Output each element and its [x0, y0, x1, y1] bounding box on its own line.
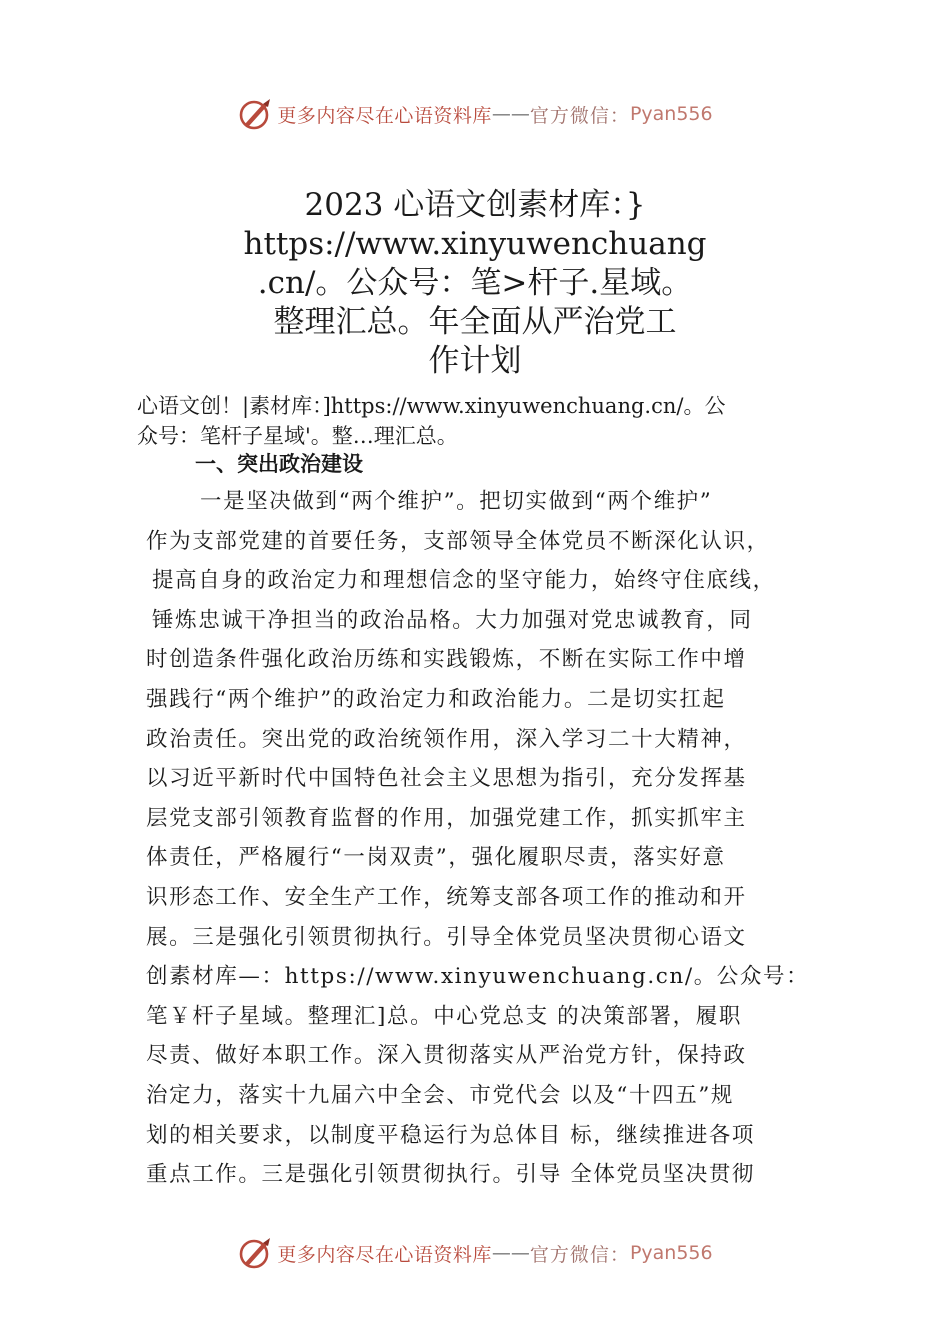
body-line: 笔￥杆子星域。整理汇]总。中心党总支 的决策部署，履职: [146, 1003, 742, 1029]
body-line: 提高自身的政治定力和理想信念的坚守能力，始终守住底线，: [152, 568, 776, 594]
banner-wechat-label: 官方微信：: [529, 104, 630, 127]
source-note-line: 众号：笔杆子星域'。整…理汇总。: [137, 424, 458, 448]
title-line: https://www.xinyuwenchuang: [243, 226, 707, 262]
banner-text: 更多内容尽在心语资料库: [277, 104, 492, 127]
body-text: [146, 482, 846, 1195]
body-line: 以习近平新时代中国特色社会主义思想为指引，充分发挥基: [146, 766, 747, 792]
banner-wechat-id: Pyan556: [629, 103, 713, 125]
body-line: 作为支部党建的首要任务，支部领导全体党员不断深化认识，: [146, 528, 770, 554]
title-line: 2023 心语文创素材库：}: [304, 187, 646, 223]
body-line: 一是坚决做到“两个维护”。把切实做到“两个维护”: [200, 489, 713, 514]
document-title: [160, 186, 790, 381]
banner-dash: ——: [491, 103, 530, 125]
banner-text: 更多内容尽在心语资料库: [277, 1243, 492, 1266]
body-line: 锤炼忠诚干净担当的政治品格。大力加强对党忠诚教育，同: [152, 607, 753, 633]
section-heading: 一、突出政治建设: [195, 452, 363, 476]
body-line: 治定力，落实十九届六中全会、市党代会 以及“十四五”规: [146, 1082, 735, 1108]
body-line: 展。三是强化引领贯彻执行。引导全体党员坚决贯彻心语文: [146, 924, 747, 950]
brush-logo-icon: [237, 96, 273, 132]
banner-dash: ——: [491, 1242, 530, 1264]
body-line: 体责任，严格履行“一岗双责”，强化履职尽责，落实好意: [146, 845, 726, 871]
footer-banner: [0, 1233, 950, 1273]
body-line: 划的相关要求，以制度平稳运行为总体目 标，继续推进各项: [146, 1122, 756, 1148]
body-line: 重点工作。三是强化引领贯彻执行。引导 全体党员坚决贯彻: [146, 1162, 756, 1188]
body-line: 时创造条件强化政治历练和实践锻炼，不断在实际工作中增: [146, 647, 747, 673]
source-note-line: 心语文创！|素材库：]https://www.xinyuwenchuang.cn/。公: [137, 394, 726, 418]
body-line: 创素材库—：https://www.xinyuwenchuang.cn/。公众号：: [146, 964, 810, 990]
body-line: 政治责任。突出党的政治统领作用，深入学习二十大精神，: [146, 726, 747, 752]
body-line: 层党支部引领教育监督的作用，加强党建工作，抓实抓牢主: [146, 805, 747, 831]
brush-logo-icon: [237, 1235, 273, 1271]
source-note: [137, 391, 837, 451]
title-line: 整理汇总。年全面从严治党工: [273, 304, 677, 340]
body-line: 强践行“两个维护”的政治定力和政治能力。二是切实扛起: [146, 686, 726, 712]
title-line: 作计划: [428, 343, 522, 379]
banner-wechat-id: Pyan556: [629, 1242, 713, 1264]
title-line: .cn/。公众号：笔>杆子.星域。: [257, 265, 693, 301]
banner-wechat-label: 官方微信：: [529, 1243, 630, 1266]
body-line: 识形态工作、安全生产工作，统筹支部各项工作的推动和开: [146, 884, 747, 910]
body-line: 尽责、做好本职工作。深入贯彻落实从严治党方针，保持政: [146, 1043, 747, 1069]
header-banner: [0, 94, 950, 134]
